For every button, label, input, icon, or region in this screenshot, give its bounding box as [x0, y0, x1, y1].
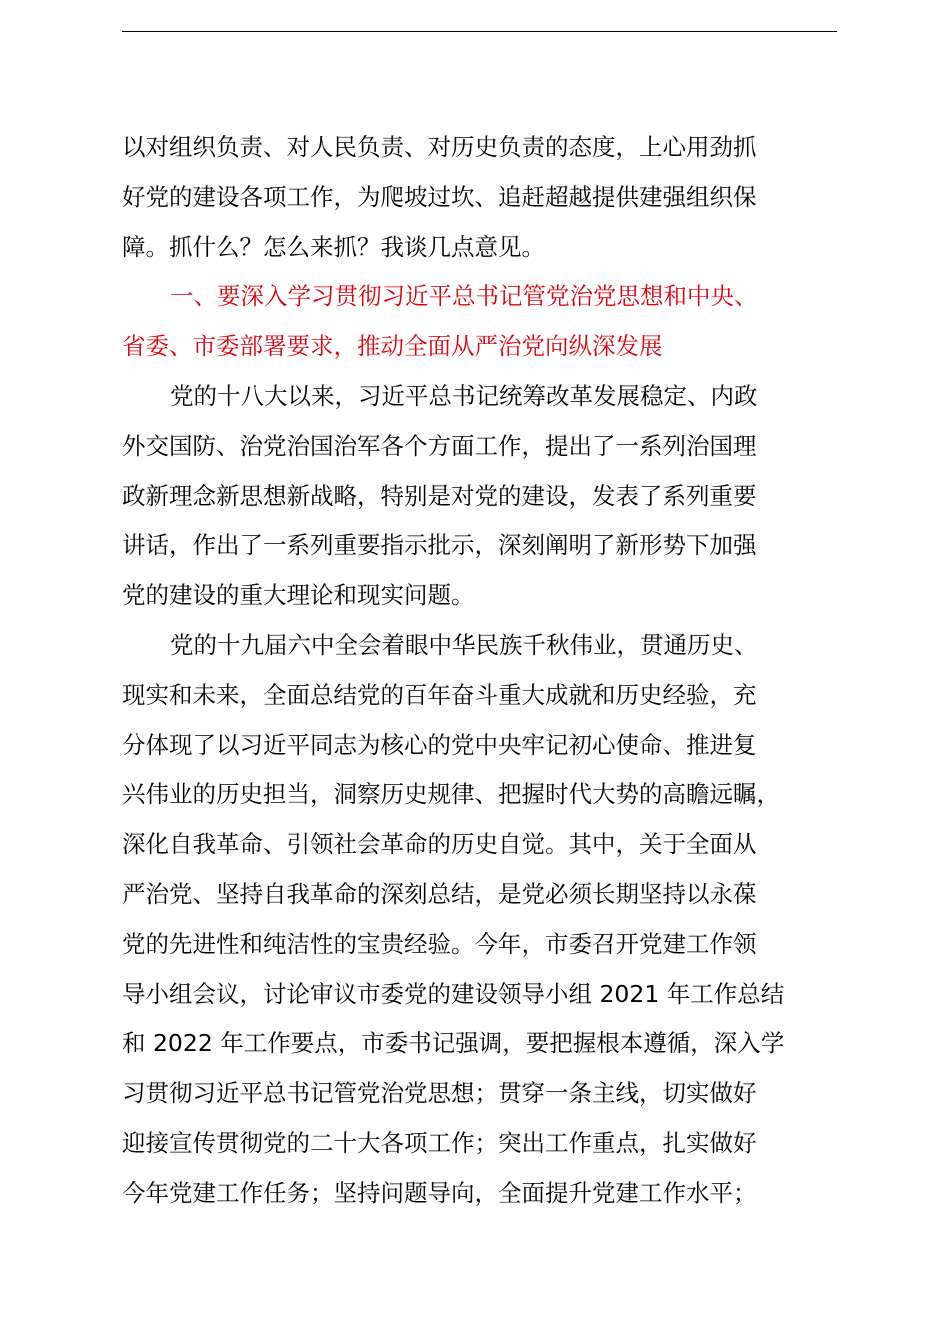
- text-line: 和 2022 年工作要点，市委书记强调，要把握根本遵循，深入学: [122, 1029, 785, 1058]
- text-line: 兴伟业的历史担当，洞察历史规律、把握时代大势的高瞻远瞩，: [122, 780, 780, 809]
- section-heading-line: 一、要深入学习贯彻习近平总书记管党治党思想和中央、: [170, 282, 758, 311]
- text-line: 今年党建工作任务；坚持问题导向，全面提升党建工作水平；: [122, 1178, 757, 1207]
- paragraph-first-line: 党的十九届六中全会着眼中华民族千秋伟业，贯通历史、: [170, 630, 758, 659]
- text-line: 以对组织负责、对人民负责、对历史负责的态度，上心用劲抓: [122, 133, 757, 161]
- text-line: 习贯彻习近平总书记管党治党思想；贯穿一条主线，切实做好: [122, 1079, 757, 1108]
- document-body: [122, 123, 867, 1219]
- text-line: 现实和未来，全面总结党的百年奋斗重大成就和历史经验，充: [122, 680, 757, 709]
- text-line: 迎接宣传贯彻党的二十大各项工作；突出工作重点，扎实做好: [122, 1128, 757, 1157]
- text-line: 分体现了以习近平同志为核心的党中央牢记初心使命、推进复: [122, 730, 757, 759]
- text-line: 外交国防、治党治国治军各个方面工作，提出了一系列治国理: [122, 431, 757, 460]
- text-line: 障。抓什么？怎么来抓？我谈几点意见。: [122, 232, 545, 261]
- text-line: 政新理念新思想新战略，特别是对党的建设，发表了系列重要: [122, 481, 757, 510]
- text-line: 深化自我革命、引领社会革命的历史自觉。其中，关于全面从: [122, 830, 757, 859]
- text-line: 党的先进性和纯洁性的宝贵经验。今年，市委召开党建工作领: [122, 929, 757, 958]
- section-heading-line: 省委、市委部署要求，推动全面从严治党向纵深发展: [122, 332, 663, 361]
- header-rule: [122, 31, 837, 32]
- text-line: 党的建设的重大理论和现实问题。: [122, 581, 475, 610]
- text-line: 讲话，作出了一系列重要指示批示，深刻阐明了新形势下加强: [122, 531, 757, 560]
- paragraph-first-line: 党的十八大以来，习近平总书记统筹改革发展稳定、内政: [170, 381, 758, 410]
- text-line: 好党的建设各项工作，为爬坡过坎、追赶超越提供建强组织保: [122, 182, 757, 211]
- text-line: 严治党、坚持自我革命的深刻总结，是党必须长期坚持以永葆: [122, 879, 757, 908]
- text-line: 导小组会议，讨论审议市委党的建设领导小组 2021 年工作总结: [122, 979, 785, 1008]
